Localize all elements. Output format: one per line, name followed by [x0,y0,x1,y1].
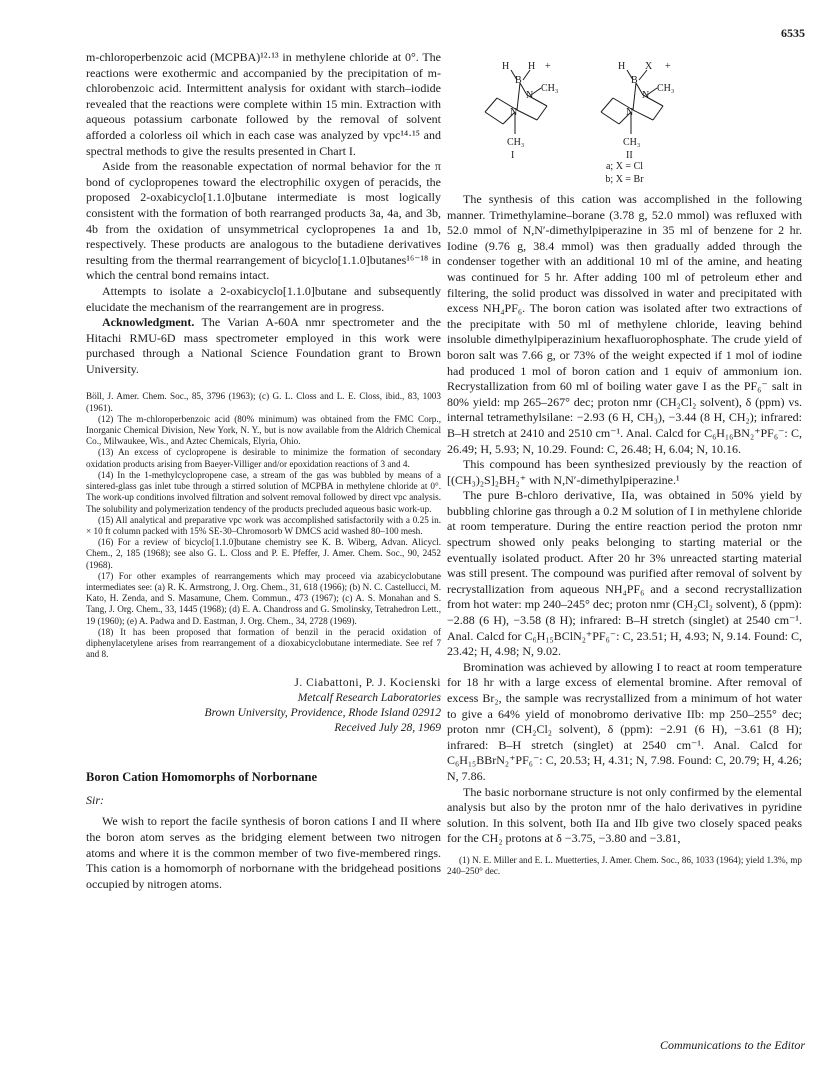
struct-ii-charge: + [665,61,671,72]
struct-i-b: B [515,75,522,86]
reference: (15) All analytical and preparative vpc work was accomplished satisfactorily with a 0.25 in. × 10 ft column packed with 15% SE-30–Chromosorb W DMCS acid washed 80–100 mesh. [86,514,441,536]
acknowledgment-text: The Varian A-60A nmr spectrometer and the Hitachi RMU-6D mass spectrometer employed in this work were purchased through a National Science Foundation grant to Brown University. [86,315,441,376]
substituent-legend [447,160,802,186]
reference: (14) In the 1-methylcyclopropene case, a stream of the gas was bubbled by means of a sintered-glass gas inlet tube through a stirred solution of MCPBA in methylene chloride at 0°. The work-up conditions involved filtration and solvent removal followed by direct vpc analysis. The solubility and polymerization tendency of the products precluded aqueous basic work-up. [86,469,441,514]
page-number: 6535 [781,26,805,40]
struct-i-charge: + [545,61,551,72]
acknowledgment [86,315,441,377]
article-title: Boron Cation Homomorphs of Norbornane [86,770,318,785]
struct-i-h1: H [502,61,510,72]
reference: Böll, J. Amer. Chem. Soc., 85, 3796 (1963); (c) G. L. Closs and L. E. Closs, ibid., 83, 1003 (1961). [86,391,441,413]
struct-i-ch3-top: CH₃ [541,83,559,94]
reference: (1) N. E. Miller and E. L. Muetterties, J. Amer. Chem. Soc., 86, 1033 (1964); yield 1.3%, mp 240–250° dec. [447,854,802,877]
running-footer: Communications to the Editor [660,1038,805,1052]
struct-ii-label: II [626,150,633,160]
struct-ii-b: B [631,75,638,86]
struct-i-label: I [511,150,515,160]
reference: (13) An excess of cyclopropene is desirable to minimize the formation of secondary oxidation products arising from Baeyer-Villiger and/or epoxidation reactions of 3 and 4. [86,447,441,469]
paragraph: Attempts to isolate a 2-oxabicyclo[1.1.0]butane and subsequently elucidate the mechanism of the rearrangement are in progress. [86,283,441,314]
struct-ii-h: H [618,61,626,72]
acknowledgment-label: Acknowledgment. [102,315,195,330]
author-names: J. Ciabattoni, P. J. Kocienski [294,677,441,690]
struct-ii-n-top: N [642,90,650,101]
paragraph: Aside from the reasonable expectation of normal behavior for the π bond of cyclopropenes toward the electrophilic oxygen of peracids, the proposed 2-oxabicyclo[1.1.0]butane intermediate is most logically consistent with the formation of both rearranged products 3a, 4a, and 3b, 4b from the oxidation of unsymmetrical cyclopropenes 1a and 1b, respectively. These products are analogous to the butadiene derivatives resulting from the thermal rearrangement of bicyclo[1.1.0]butanes¹⁶⁻¹⁸ in which the central bond remains intact. [86,159,441,283]
struct-ii-ch3-bottom: CH₃ [623,137,641,148]
paragraph: We wish to report the facile synthesis of boron cations I and II where the boron atom serves as the bridging element between two nitrogen atoms and where it is the common member of two five-membered rings. This cation is a homomorph of norbornane with the bridgehead positions occupied by nitrogen atoms. [86,814,441,891]
reference: (18) It has been proposed that formation of benzil in the peracid oxidation of diphenylacetylene arises from rearrangement of a dioxabicyclobutane intermediate. See ref 7 and 8. [86,626,441,660]
received-date: Received July 28, 1969 [334,722,441,735]
struct-i-h2: H [528,61,536,72]
structure-drawing [447,50,802,160]
institution-address: Brown University, Providence, Rhode Island 02912 [204,707,441,720]
right-column [447,50,802,877]
struct-i-n-top: N [526,90,534,101]
reference: (16) For a review of bicyclo[1.1.0]butane chemistry see K. B. Wiberg, Advan. Alicycl. Chem., 2, 185 (1968); see also G. L. Closs and P. E. Pfeffer, J. Amer. Chem. Soc., 90, 2452 (1968). [86,537,441,570]
institution: Metcalf Research Laboratories [297,692,441,705]
paragraph: The basic norbornane structure is not only confirmed by the elemental analysis but also by the proton nmr of the halo derivatives in pyridine solution. In this solvent, both IIa and IIb give two closely spaced peaks for the CH₂ protons at δ −3.75, −3.80 and −3.81, [447,784,802,846]
struct-ii-x: X [645,61,653,72]
reference: (12) The m-chloroperbenzoic acid (80% minimum) was obtained from the FMC Corp., Inorganic Chemical Division, New York, N. Y., but is now available from the Aldrich Chemical Co., Milwaukee, Wis., and Aztec Chemicals, Elyria, Ohio. [86,413,441,447]
paragraph: Bromination was achieved by allowing I to react at room temperature for 18 hr with a large excess of elemental bromine. After removal of excess Br₂, the sample was recrystallized from a minimum of hot water to give a 64% yield of monobromo derivative IIb: mp 250–255° dec; proton nmr (CH₂Cl₂ solvent), δ (ppm): −2.91 (6 H), −3.61 (8 H); infrared: B–H stretch (singlet) at 2540 cm⁻¹. Anal. Calcd for C₆H₁₅BBrN₂⁺PF₆⁻: C, 20.53; H, 4.31; N, 7.98. Found: C, 20.79; H, 4.26; N, 7.86. [447,659,802,783]
reference: (17) For other examples of rearrangements which may proceed via azabicyclobutane intermediates see: (a) R. K. Armstrong, J. Org. Chem., 31, 618 (1966); (b) N. C. Castellucci, M. Kato, H. Zenda, and S. Masamune, Chem. Commun., 473 (1967); (c) A. S. Monahan and S. Tang, J. Org. Chem., 33, 1445 (1968); (d) E. A. Chandross and G. Smolinsky, Tetrahedron Lett., 19 (1960); (e) A. Padwa and D. Eastman, J. Org. Chem., 34, 2728 (1969). [86,570,441,626]
salutation: Sir: [86,793,104,808]
legend-b: b; X = Br [605,174,644,185]
chemical-structures [447,50,802,160]
legend-a: a; X = Cl [605,161,644,172]
struct-ii-ch3-top: CH₃ [657,83,675,94]
reference-list [447,855,802,877]
struct-i-n-bottom: N [510,107,518,118]
paragraph: The synthesis of this cation was accomplished in the following manner. Trimethylamine–borane (3.78 g, 52.0 mmol) was refluxed with 52.0 mmol of N,N′-dimethylpiperazine in 35 ml of benzene for 2 hr. Iodine (9.76 g, 38.4 mmol) was then gradually added through the condenser together with an additional 10 ml of the amine, and heating was continued for 5 hr. After adding 100 ml of petroleum ether and filtering, the solid product was dissolved in water and precipitated with excess NH₄PF₆. The boron cation was isolated after two extractions of the precipitate with 50 ml of methylene chloride, leaving behind insoluble dimethylpiperazinium hexafluorophosphate. The crude yield of boron salt was 7.66 g, or 73% of the weight expected if 1 mol of iodine had produced 1 mol of boron cation and 1 equiv of ammonium ion. Recrystallization from 60 ml of boiling water gave I as the PF₆⁻ salt in 80% yield: mp 265–267° dec; proton nmr (CH₂Cl₂ solvent), δ (ppm) vs. internal tetramethylsilane: −2.93 (6 H, CH₃), −3.44 (8 H, CH₂); infrared: B–H stretch at 2410 and 2510 cm⁻¹. Anal. Calcd for C₆H₁₆BN₂⁺PF₆⁻: C, 26.49; H, 5.93; N, 10.29. Found: C, 26.48; H, 6.04; N, 10.16. [447,192,802,456]
paragraph: The pure B-chloro derivative, IIa, was obtained in 50% yield by bubbling chlorine gas through a 0.2 M solution of I in methylene chloride at room temperature. During the entire reaction period the proton nmr spectrum showed only peaks belonging to starting material or the eventually isolated product. After 20 hr 3% unreacted starting material was still present. The compound was purified after removal of solvent by recrystallization from aqueous NH₄PF₆ and a second recrystallization from hot water: mp 240–245° dec; proton nmr (CH₂Cl₂ solvent), δ (ppm): −2.88 (6 H), −3.58 (8 H); infrared: B–H stretch (singlet) at 2540 cm⁻¹. Anal. Calcd for C₆H₁₅BClN₂⁺PF₆⁻: C, 23.51; H, 4.93; N, 9.14. Found: C, 23.42; H, 4.98; N, 9.02. [447,488,802,659]
paragraph: m-chloroperbenzoic acid (MCPBA)¹²·¹³ in methylene chloride at 0°. The reactions were exothermic and accompanied by the precipitation of m-chlorobenzoic acid. Intermittent analysis for oxidant with starch–iodide revealed that the reactions were complete within 15 min. Extraction with aqueous potassium carbonate followed by the removal of solvent afforded a colorless oil which in each case was analyzed by vpc¹⁴·¹⁵ and spectral methods to give the results presented in Chart I. [86,50,441,158]
author-block [86,676,441,736]
paragraph: This compound has been synthesized previously by the reaction of [(CH₃)₂S]₂BH₂⁺ with N,N′-dimethylpiperazine.¹ [447,457,802,487]
reference-list [86,391,441,660]
struct-ii-n-bottom: N [626,107,634,118]
struct-i-ch3-bottom: CH₃ [507,137,525,148]
left-column [86,50,441,892]
